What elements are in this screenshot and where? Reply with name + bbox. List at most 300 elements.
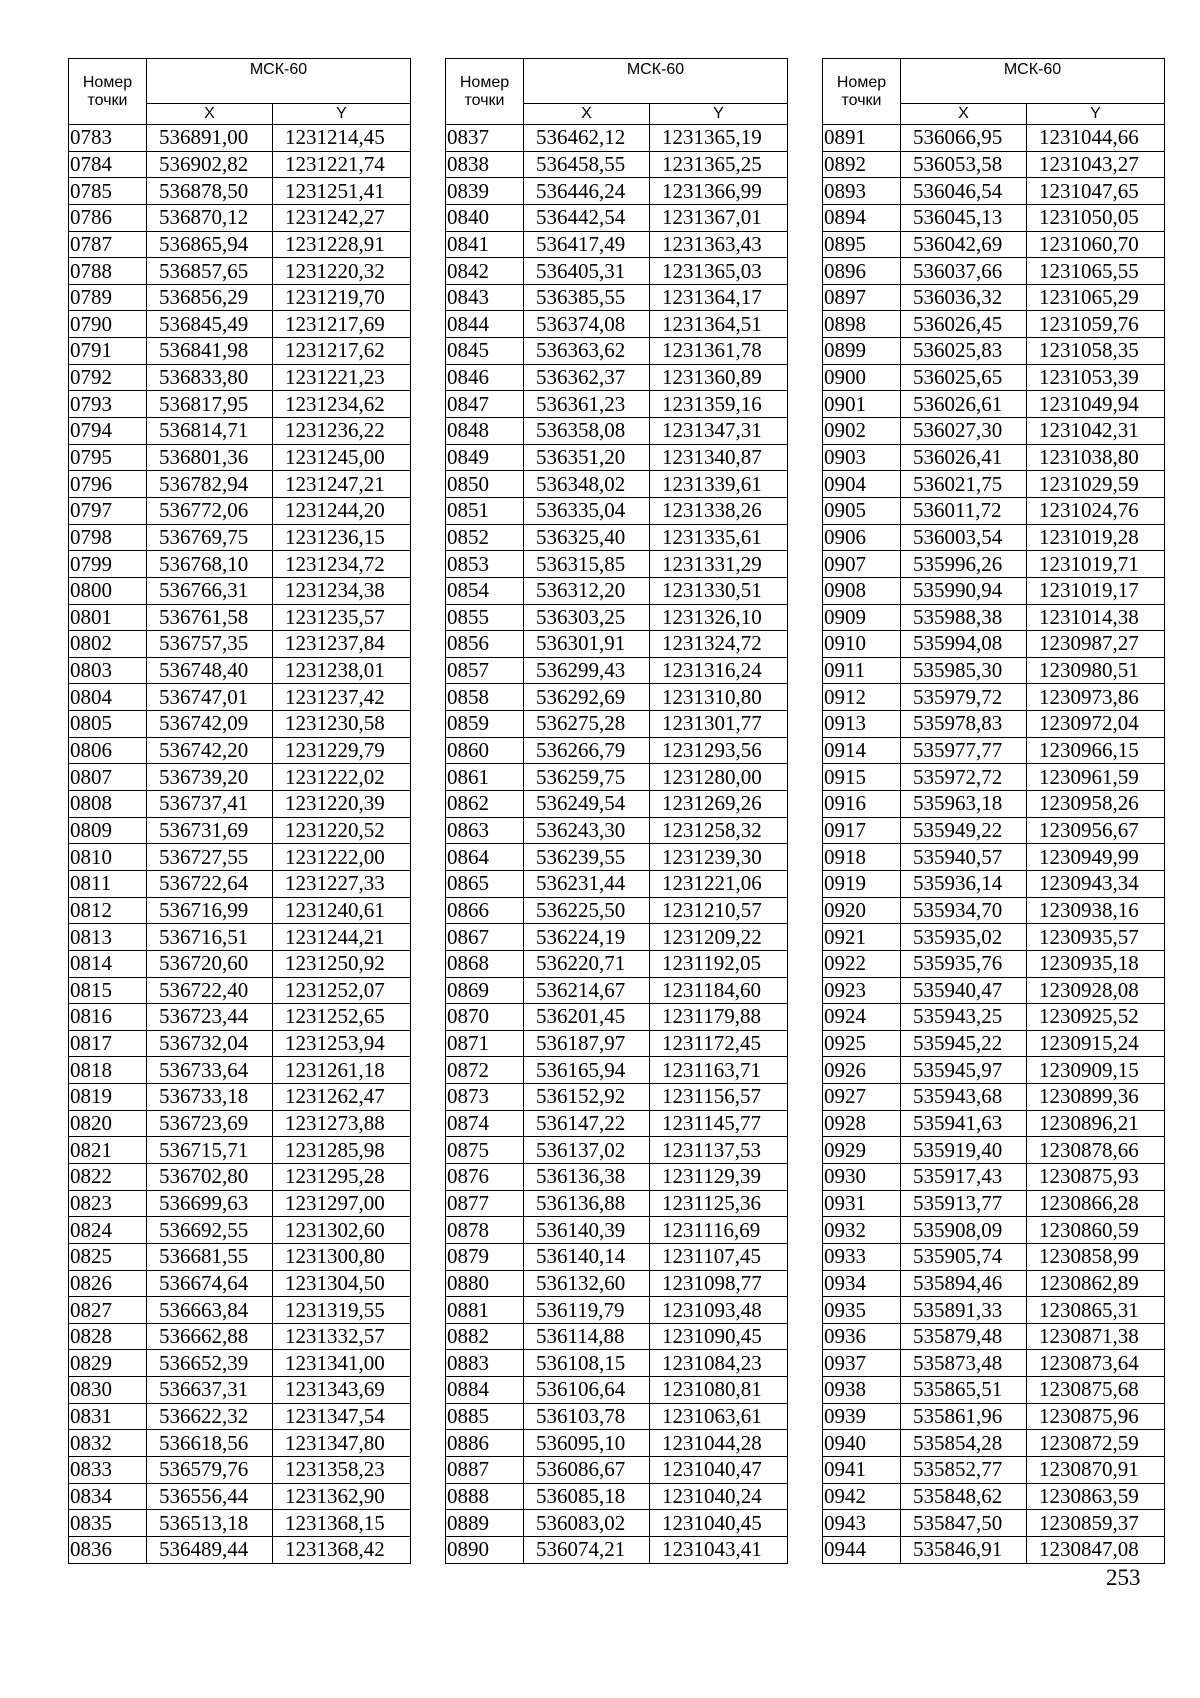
x-coordinate: 536841,98 (147, 338, 273, 365)
point-number: 0804 (69, 684, 147, 711)
y-coordinate: 1230935,18 (1027, 950, 1165, 977)
y-coordinate: 1231044,28 (650, 1430, 788, 1457)
y-coordinate: 1231262,47 (273, 1084, 411, 1111)
y-coordinate: 1231361,78 (650, 338, 788, 365)
point-number: 0861 (446, 764, 524, 791)
point-number: 0888 (446, 1483, 524, 1510)
x-coordinate: 536239,55 (524, 844, 650, 871)
y-coordinate: 1230935,57 (1027, 924, 1165, 951)
y-coordinate: 1231269,26 (650, 791, 788, 818)
point-number: 0805 (69, 711, 147, 738)
x-coordinate: 536259,75 (524, 764, 650, 791)
y-coordinate: 1230872,59 (1027, 1430, 1165, 1457)
y-coordinate: 1231221,23 (273, 364, 411, 391)
y-coordinate: 1231297,00 (273, 1190, 411, 1217)
point-number: 0811 (69, 870, 147, 897)
table-row (69, 631, 411, 658)
point-number: 0784 (69, 151, 147, 178)
point-number: 0869 (446, 977, 524, 1004)
y-coordinate: 1231304,50 (273, 1270, 411, 1297)
point-number: 0925 (823, 1030, 901, 1057)
point-number: 0786 (69, 204, 147, 231)
x-coordinate: 535945,22 (901, 1030, 1027, 1057)
x-coordinate: 536715,71 (147, 1137, 273, 1164)
point-number: 0812 (69, 897, 147, 924)
point-number: 0936 (823, 1323, 901, 1350)
x-coordinate: 536652,39 (147, 1350, 273, 1377)
y-coordinate: 1231236,22 (273, 418, 411, 445)
header-coordinate-system: МСК-60 (147, 59, 411, 104)
y-coordinate: 1230858,99 (1027, 1243, 1165, 1270)
y-coordinate: 1231347,80 (273, 1430, 411, 1457)
point-number: 0879 (446, 1243, 524, 1270)
y-coordinate: 1231364,51 (650, 311, 788, 338)
x-coordinate: 536086,67 (524, 1457, 650, 1484)
y-coordinate: 1231310,80 (650, 684, 788, 711)
x-coordinate: 535936,14 (901, 870, 1027, 897)
point-number: 0923 (823, 977, 901, 1004)
y-coordinate: 1231129,39 (650, 1163, 788, 1190)
x-coordinate: 536801,36 (147, 444, 273, 471)
x-coordinate: 536119,79 (524, 1297, 650, 1324)
point-number: 0942 (823, 1483, 901, 1510)
point-number: 0904 (823, 471, 901, 498)
y-coordinate: 1231024,76 (1027, 497, 1165, 524)
table-row (446, 1030, 788, 1057)
table-row (823, 551, 1165, 578)
point-number: 0801 (69, 604, 147, 631)
table-row (69, 497, 411, 524)
header-y: Y (273, 104, 411, 125)
x-coordinate: 536513,18 (147, 1510, 273, 1537)
x-coordinate: 535945,97 (901, 1057, 1027, 1084)
x-coordinate: 536405,31 (524, 258, 650, 285)
y-coordinate: 1231335,61 (650, 524, 788, 551)
table-row (446, 1297, 788, 1324)
y-coordinate: 1230909,15 (1027, 1057, 1165, 1084)
y-coordinate: 1231220,39 (273, 791, 411, 818)
x-coordinate: 536716,99 (147, 897, 273, 924)
y-coordinate: 1231347,54 (273, 1403, 411, 1430)
x-coordinate: 536702,80 (147, 1163, 273, 1190)
y-coordinate: 1231368,15 (273, 1510, 411, 1537)
y-coordinate: 1231247,21 (273, 471, 411, 498)
point-number: 0834 (69, 1483, 147, 1510)
table-row (69, 870, 411, 897)
y-coordinate: 1230943,34 (1027, 870, 1165, 897)
x-coordinate: 536303,25 (524, 604, 650, 631)
x-coordinate: 536692,55 (147, 1217, 273, 1244)
point-number: 0828 (69, 1323, 147, 1350)
header-y: Y (650, 104, 788, 125)
point-number: 0882 (446, 1323, 524, 1350)
table-row (446, 1004, 788, 1031)
point-number: 0818 (69, 1057, 147, 1084)
y-coordinate: 1230925,52 (1027, 1004, 1165, 1031)
y-coordinate: 1231324,72 (650, 631, 788, 658)
x-coordinate: 536165,94 (524, 1057, 650, 1084)
y-coordinate: 1231053,39 (1027, 364, 1165, 391)
y-coordinate: 1231261,18 (273, 1057, 411, 1084)
x-coordinate: 535865,51 (901, 1377, 1027, 1404)
point-number: 0886 (446, 1430, 524, 1457)
y-coordinate: 1231234,72 (273, 551, 411, 578)
point-number: 0915 (823, 764, 901, 791)
point-number: 0892 (823, 151, 901, 178)
point-number: 0860 (446, 737, 524, 764)
x-coordinate: 535977,77 (901, 737, 1027, 764)
table-row (446, 924, 788, 951)
x-coordinate: 535963,18 (901, 791, 1027, 818)
point-number: 0906 (823, 524, 901, 551)
table-row (446, 497, 788, 524)
y-coordinate: 1231019,17 (1027, 577, 1165, 604)
point-number: 0817 (69, 1030, 147, 1057)
y-coordinate: 1231125,36 (650, 1190, 788, 1217)
y-coordinate: 1231340,87 (650, 444, 788, 471)
table-row (823, 524, 1165, 551)
table-row (69, 1377, 411, 1404)
point-number: 0913 (823, 711, 901, 738)
point-number: 0820 (69, 1110, 147, 1137)
x-coordinate: 536243,30 (524, 817, 650, 844)
point-number: 0843 (446, 284, 524, 311)
x-coordinate: 536748,40 (147, 657, 273, 684)
point-number: 0796 (69, 471, 147, 498)
table-row (69, 231, 411, 258)
table-row (823, 844, 1165, 871)
y-coordinate: 1230865,31 (1027, 1297, 1165, 1324)
table-row (69, 1536, 411, 1563)
x-coordinate: 536891,00 (147, 125, 273, 152)
x-coordinate: 535848,62 (901, 1483, 1027, 1510)
x-coordinate: 536772,06 (147, 497, 273, 524)
y-coordinate: 1231220,52 (273, 817, 411, 844)
x-coordinate: 536723,44 (147, 1004, 273, 1031)
point-number: 0815 (69, 977, 147, 1004)
y-coordinate: 1230896,21 (1027, 1110, 1165, 1137)
x-coordinate: 535905,74 (901, 1243, 1027, 1270)
x-coordinate: 536733,64 (147, 1057, 273, 1084)
table-row (446, 258, 788, 285)
point-number: 0862 (446, 791, 524, 818)
y-coordinate: 1231090,45 (650, 1323, 788, 1350)
x-coordinate: 536351,20 (524, 444, 650, 471)
table-row (823, 684, 1165, 711)
point-number: 0842 (446, 258, 524, 285)
point-number: 0856 (446, 631, 524, 658)
x-coordinate: 536739,20 (147, 764, 273, 791)
x-coordinate: 536757,35 (147, 631, 273, 658)
x-coordinate: 536026,41 (901, 444, 1027, 471)
x-coordinate: 536489,44 (147, 1536, 273, 1563)
y-coordinate: 1231059,76 (1027, 311, 1165, 338)
table-row (446, 418, 788, 445)
x-coordinate: 535934,70 (901, 897, 1027, 924)
table-row (69, 1217, 411, 1244)
table-row (823, 1510, 1165, 1537)
page-number: 253 (1106, 1565, 1141, 1590)
x-coordinate: 536011,72 (901, 497, 1027, 524)
x-coordinate: 536857,65 (147, 258, 273, 285)
header-y: Y (1027, 104, 1165, 125)
point-number: 0783 (69, 125, 147, 152)
table-row (69, 1297, 411, 1324)
table-row (69, 444, 411, 471)
x-coordinate: 536769,75 (147, 524, 273, 551)
table-row (823, 791, 1165, 818)
table-row (69, 657, 411, 684)
x-coordinate: 536152,92 (524, 1084, 650, 1111)
table-row (446, 1110, 788, 1137)
table-row (823, 924, 1165, 951)
y-coordinate: 1230987,27 (1027, 631, 1165, 658)
point-number: 0905 (823, 497, 901, 524)
table-row (69, 284, 411, 311)
y-coordinate: 1231250,92 (273, 950, 411, 977)
x-coordinate: 536716,51 (147, 924, 273, 951)
table-row (823, 1217, 1165, 1244)
point-number: 0867 (446, 924, 524, 951)
point-number: 0841 (446, 231, 524, 258)
table-row (823, 1536, 1165, 1563)
table-row (69, 1483, 411, 1510)
x-coordinate: 536046,54 (901, 178, 1027, 205)
x-coordinate: 536727,55 (147, 844, 273, 871)
table-row (823, 444, 1165, 471)
x-coordinate: 535940,57 (901, 844, 1027, 871)
x-coordinate: 536315,85 (524, 551, 650, 578)
y-coordinate: 1231084,23 (650, 1350, 788, 1377)
point-number: 0878 (446, 1217, 524, 1244)
point-number: 0934 (823, 1270, 901, 1297)
x-coordinate: 536045,13 (901, 204, 1027, 231)
y-coordinate: 1231192,05 (650, 950, 788, 977)
table-row (446, 1217, 788, 1244)
y-coordinate: 1231339,61 (650, 471, 788, 498)
point-number: 0903 (823, 444, 901, 471)
point-number: 0907 (823, 551, 901, 578)
point-number: 0914 (823, 737, 901, 764)
y-coordinate: 1230961,59 (1027, 764, 1165, 791)
point-number: 0901 (823, 391, 901, 418)
point-number: 0852 (446, 524, 524, 551)
point-number: 0785 (69, 178, 147, 205)
coordinate-table-1 (68, 58, 411, 1564)
point-number: 0830 (69, 1377, 147, 1404)
point-number: 0865 (446, 870, 524, 897)
y-coordinate: 1231302,60 (273, 1217, 411, 1244)
y-coordinate: 1231366,99 (650, 178, 788, 205)
x-coordinate: 536026,61 (901, 391, 1027, 418)
table-row (446, 1510, 788, 1537)
y-coordinate: 1230875,96 (1027, 1403, 1165, 1430)
x-coordinate: 535941,63 (901, 1110, 1027, 1137)
x-coordinate: 536299,43 (524, 657, 650, 684)
point-number: 0872 (446, 1057, 524, 1084)
table-row (446, 284, 788, 311)
table-row (446, 1323, 788, 1350)
x-coordinate: 536361,23 (524, 391, 650, 418)
point-number: 0899 (823, 338, 901, 365)
x-coordinate: 536312,20 (524, 577, 650, 604)
table-row (823, 1297, 1165, 1324)
y-coordinate: 1230928,08 (1027, 977, 1165, 1004)
y-coordinate: 1231145,77 (650, 1110, 788, 1137)
table-row (446, 338, 788, 365)
table-row (823, 1350, 1165, 1377)
x-coordinate: 535988,38 (901, 604, 1027, 631)
point-number: 0875 (446, 1137, 524, 1164)
x-coordinate: 536214,67 (524, 977, 650, 1004)
table-row (446, 1084, 788, 1111)
y-coordinate: 1230873,64 (1027, 1350, 1165, 1377)
point-number: 0877 (446, 1190, 524, 1217)
point-number: 0788 (69, 258, 147, 285)
y-coordinate: 1231368,42 (273, 1536, 411, 1563)
y-coordinate: 1231245,00 (273, 444, 411, 471)
table-row (823, 471, 1165, 498)
table-row (69, 1030, 411, 1057)
y-coordinate: 1230862,89 (1027, 1270, 1165, 1297)
x-coordinate: 536036,32 (901, 284, 1027, 311)
x-coordinate: 536902,82 (147, 151, 273, 178)
y-coordinate: 1230863,59 (1027, 1483, 1165, 1510)
y-coordinate: 1231358,23 (273, 1457, 411, 1484)
table-row (446, 1057, 788, 1084)
point-number: 0910 (823, 631, 901, 658)
table-row (446, 444, 788, 471)
point-number: 0819 (69, 1084, 147, 1111)
y-coordinate: 1231040,47 (650, 1457, 788, 1484)
x-coordinate: 536674,64 (147, 1270, 273, 1297)
y-coordinate: 1231043,27 (1027, 151, 1165, 178)
point-number: 0916 (823, 791, 901, 818)
table-row (446, 577, 788, 604)
point-number: 0900 (823, 364, 901, 391)
x-coordinate: 536742,20 (147, 737, 273, 764)
point-number: 0941 (823, 1457, 901, 1484)
point-number: 0798 (69, 524, 147, 551)
y-coordinate: 1231341,00 (273, 1350, 411, 1377)
y-coordinate: 1231365,25 (650, 151, 788, 178)
y-coordinate: 1231367,01 (650, 204, 788, 231)
point-number: 0889 (446, 1510, 524, 1537)
y-coordinate: 1231252,65 (273, 1004, 411, 1031)
y-coordinate: 1230980,51 (1027, 657, 1165, 684)
y-coordinate: 1231228,91 (273, 231, 411, 258)
x-coordinate: 536225,50 (524, 897, 650, 924)
table-row (823, 1110, 1165, 1137)
x-coordinate: 535994,08 (901, 631, 1027, 658)
point-number: 0897 (823, 284, 901, 311)
x-coordinate: 536663,84 (147, 1297, 273, 1324)
x-coordinate: 536723,69 (147, 1110, 273, 1137)
x-coordinate: 536147,22 (524, 1110, 650, 1137)
y-coordinate: 1231252,07 (273, 977, 411, 1004)
table-row (823, 1030, 1165, 1057)
point-number: 0839 (446, 178, 524, 205)
point-number: 0932 (823, 1217, 901, 1244)
y-coordinate: 1230938,16 (1027, 897, 1165, 924)
y-coordinate: 1231220,32 (273, 258, 411, 285)
x-coordinate: 536766,31 (147, 577, 273, 604)
point-number: 0799 (69, 551, 147, 578)
x-coordinate: 536025,83 (901, 338, 1027, 365)
table-row (69, 791, 411, 818)
header-coordinate-system: МСК-60 (901, 59, 1165, 104)
table-row (823, 1403, 1165, 1430)
y-coordinate: 1231116,69 (650, 1217, 788, 1244)
header-point-number: Номер точки (823, 59, 901, 125)
x-coordinate: 536681,55 (147, 1243, 273, 1270)
x-coordinate: 535985,30 (901, 657, 1027, 684)
y-coordinate: 1231273,88 (273, 1110, 411, 1137)
x-coordinate: 535979,72 (901, 684, 1027, 711)
point-number: 0894 (823, 204, 901, 231)
table-row (446, 604, 788, 631)
y-coordinate: 1231364,17 (650, 284, 788, 311)
table-row (69, 711, 411, 738)
table-row (69, 1057, 411, 1084)
header-x: X (901, 104, 1027, 125)
point-number: 0926 (823, 1057, 901, 1084)
point-number: 0831 (69, 1403, 147, 1430)
table-row (823, 870, 1165, 897)
point-number: 0816 (69, 1004, 147, 1031)
y-coordinate: 1231043,41 (650, 1536, 788, 1563)
y-coordinate: 1230875,68 (1027, 1377, 1165, 1404)
x-coordinate: 535873,48 (901, 1350, 1027, 1377)
table-row (446, 870, 788, 897)
point-number: 0870 (446, 1004, 524, 1031)
point-number: 0896 (823, 258, 901, 285)
y-coordinate: 1231238,01 (273, 657, 411, 684)
y-coordinate: 1231049,94 (1027, 391, 1165, 418)
y-coordinate: 1231080,81 (650, 1377, 788, 1404)
x-coordinate: 536003,54 (901, 524, 1027, 551)
point-number: 0938 (823, 1377, 901, 1404)
y-coordinate: 1231219,70 (273, 284, 411, 311)
x-coordinate: 536074,21 (524, 1536, 650, 1563)
y-coordinate: 1230871,38 (1027, 1323, 1165, 1350)
table-row (823, 338, 1165, 365)
y-coordinate: 1230972,04 (1027, 711, 1165, 738)
point-number: 0840 (446, 204, 524, 231)
table-row (823, 1270, 1165, 1297)
x-coordinate: 536385,55 (524, 284, 650, 311)
point-number: 0895 (823, 231, 901, 258)
x-coordinate: 536699,63 (147, 1190, 273, 1217)
x-coordinate: 535940,47 (901, 977, 1027, 1004)
point-number: 0791 (69, 338, 147, 365)
x-coordinate: 536833,80 (147, 364, 273, 391)
point-number: 0919 (823, 870, 901, 897)
point-number: 0847 (446, 391, 524, 418)
y-coordinate: 1231234,38 (273, 577, 411, 604)
table-row (446, 711, 788, 738)
table-row (446, 125, 788, 152)
x-coordinate: 536731,69 (147, 817, 273, 844)
y-coordinate: 1231239,30 (650, 844, 788, 871)
table-row (69, 391, 411, 418)
table-row (446, 950, 788, 977)
table-row (446, 737, 788, 764)
table-row (446, 391, 788, 418)
x-coordinate: 536732,04 (147, 1030, 273, 1057)
table-row (823, 1323, 1165, 1350)
point-number: 0864 (446, 844, 524, 871)
